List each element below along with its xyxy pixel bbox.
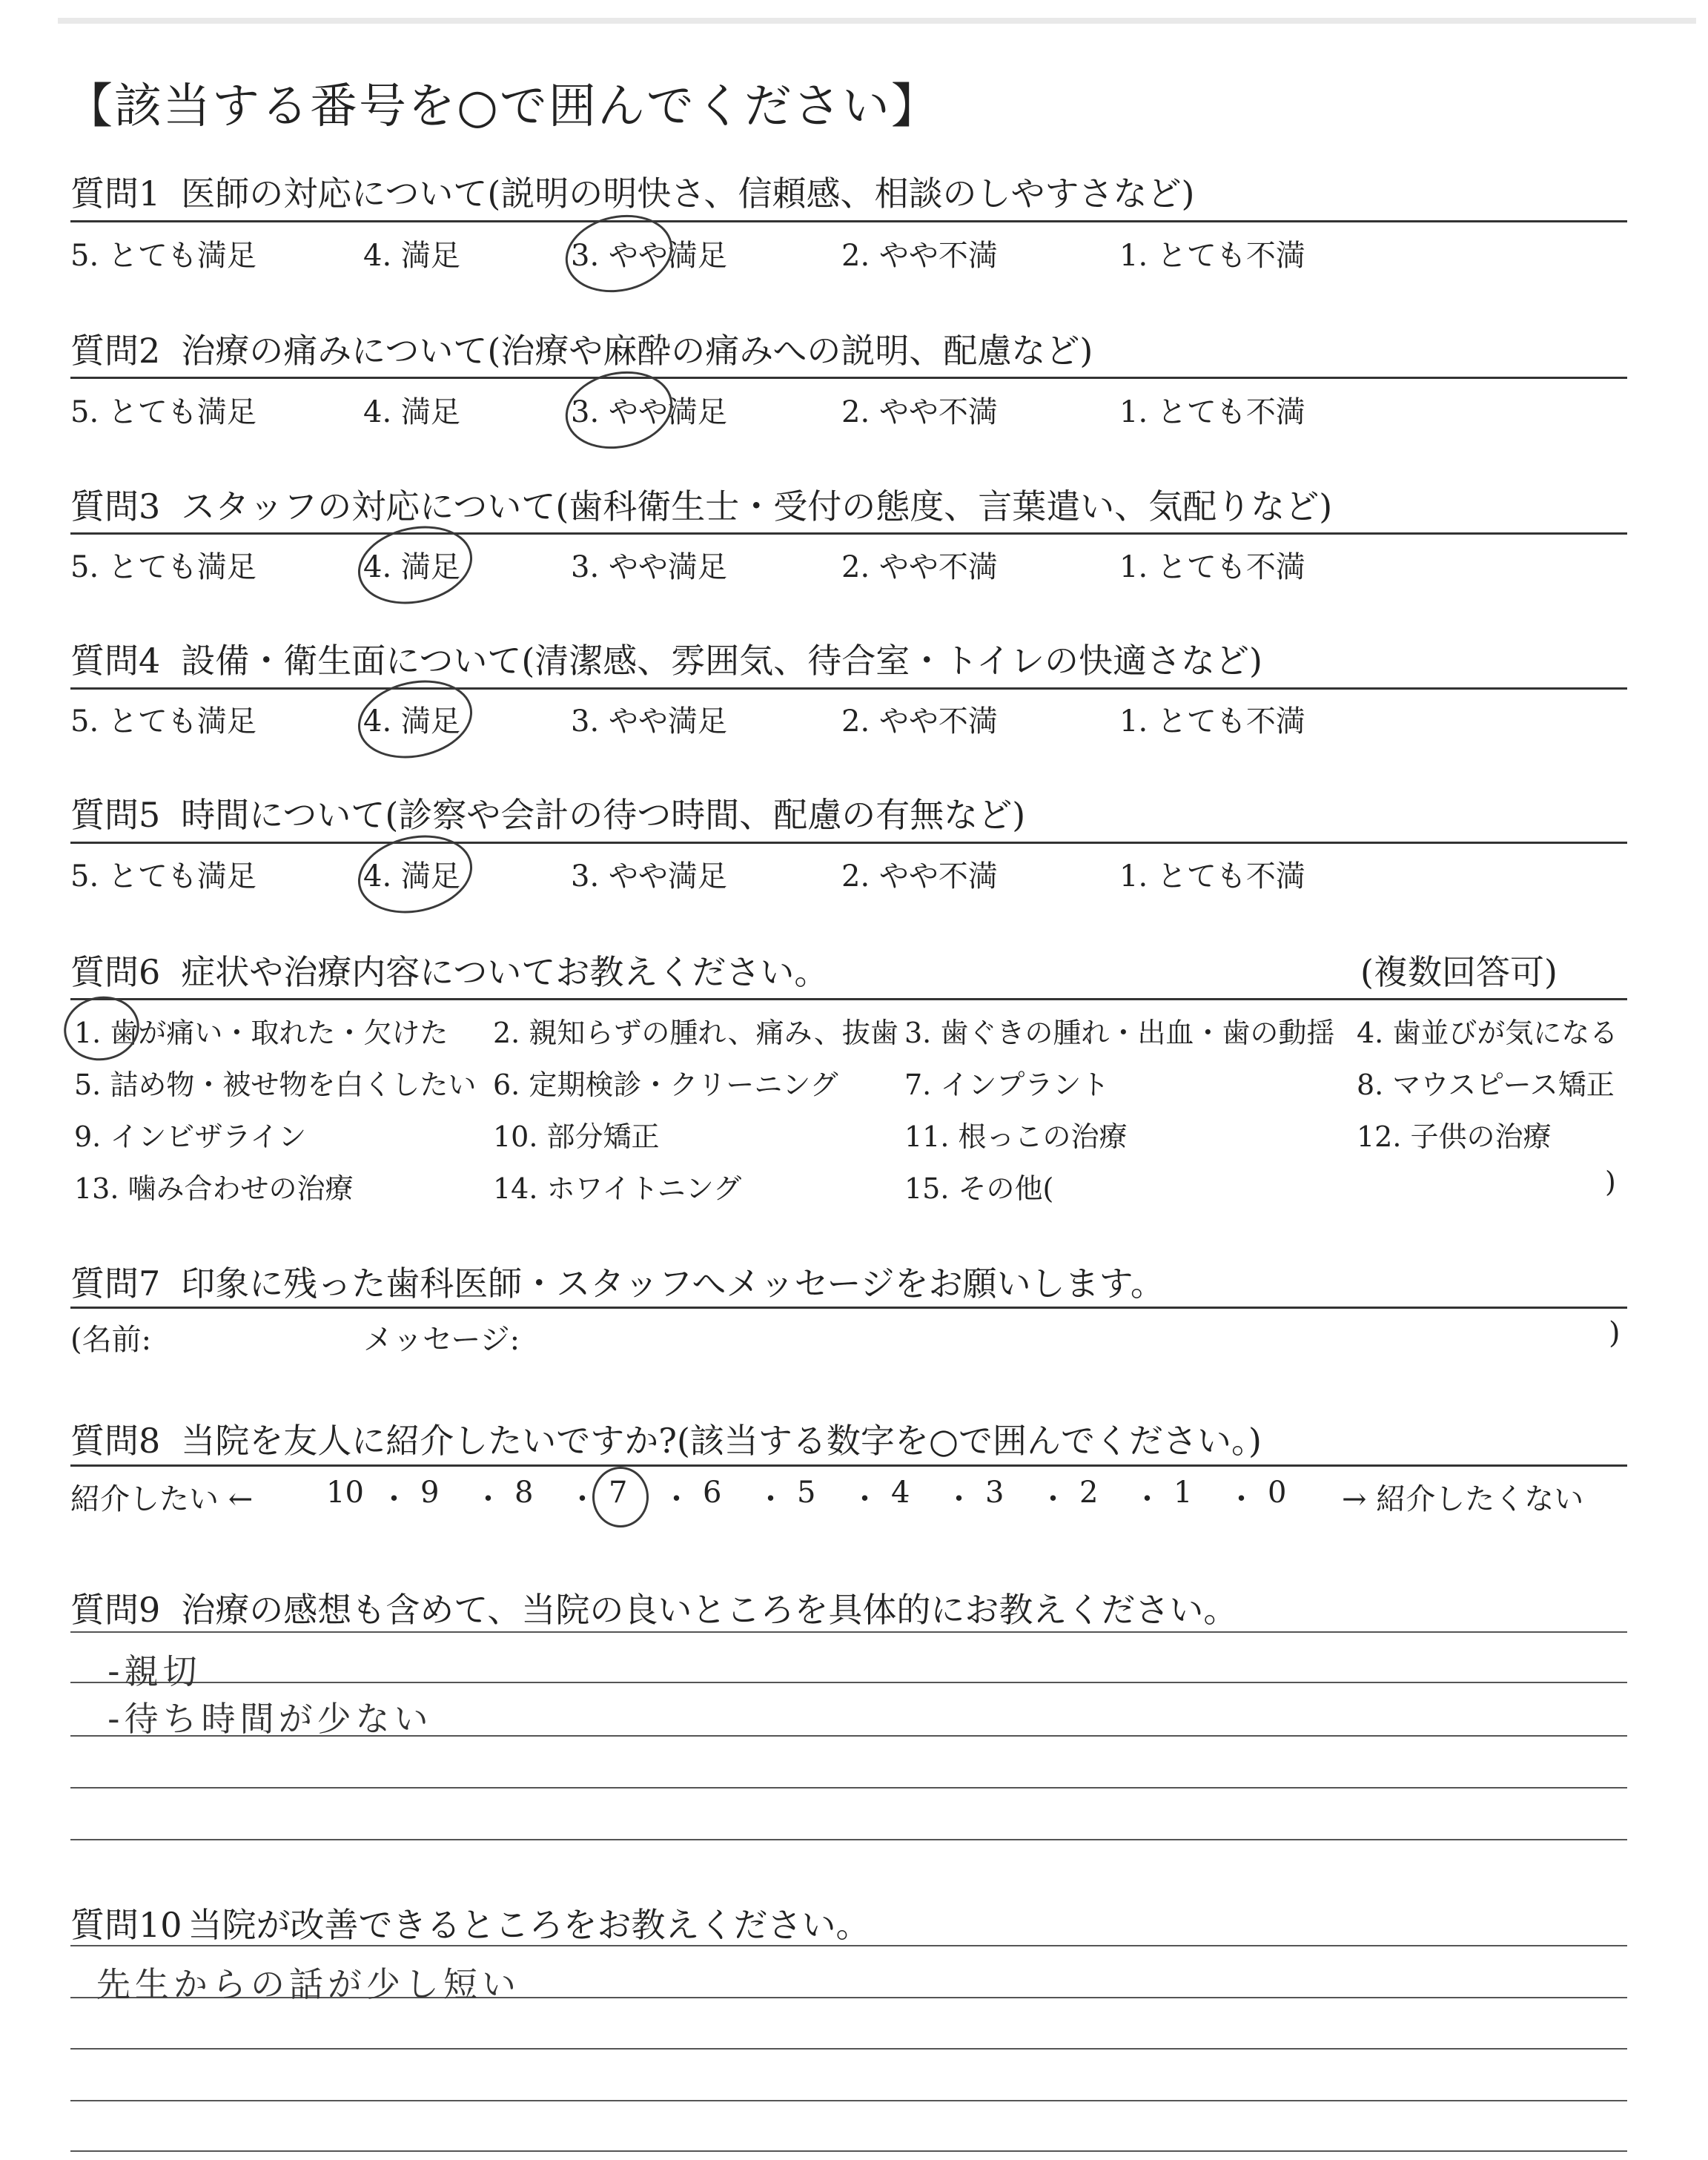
symptom-option[interactable]: 1. 歯が痛い・取れた・欠けた [74, 1017, 448, 1049]
option-somewhat-satisfied[interactable]: 3. やや満足 [571, 859, 727, 894]
answer-line [70, 1682, 1627, 1683]
scale-separator: ・ [1226, 1482, 1257, 1516]
question-8 [70, 1414, 1262, 1463]
answer-line [70, 2150, 1627, 2152]
scale-value[interactable]: 10 [326, 1476, 364, 1510]
message-label: メッセージ: [363, 1323, 520, 1357]
scale-value[interactable]: 4 [891, 1476, 910, 1510]
scan-edge [58, 18, 1696, 24]
answer-line [70, 2048, 1627, 2050]
divider [70, 1464, 1627, 1467]
option-satisfied[interactable]: 4. 満足 [363, 550, 460, 584]
question-1 [70, 167, 1194, 216]
scale-right-label: → 紹介したくない [1342, 1482, 1584, 1516]
option-satisfied[interactable]: 4. 満足 [363, 395, 460, 429]
option-somewhat-dissatisfied[interactable]: 2. やや不満 [841, 550, 998, 584]
option-very-dissatisfied[interactable]: 1. とても不満 [1119, 704, 1305, 739]
scale-value[interactable]: 7 [609, 1476, 628, 1510]
divider [70, 842, 1627, 844]
scale-separator: ・ [944, 1482, 974, 1516]
divider [70, 687, 1627, 690]
answer-line [70, 1945, 1627, 1946]
option-very-dissatisfied[interactable]: 1. とても不満 [1119, 859, 1305, 894]
option-somewhat-dissatisfied[interactable]: 2. やや不満 [841, 859, 998, 894]
symptom-option[interactable]: 12. 子供の治療 [1357, 1120, 1552, 1153]
divider [70, 1307, 1627, 1309]
option-satisfied[interactable]: 4. 満足 [363, 704, 460, 739]
question-number: 質問3 [70, 486, 161, 526]
option-very-satisfied[interactable]: 5. とても満足 [70, 859, 256, 894]
question-number: 質問8 [70, 1421, 161, 1461]
option-very-satisfied[interactable]: 5. とても満足 [70, 704, 256, 739]
scale-value[interactable]: 8 [514, 1476, 534, 1510]
question-7 [70, 1257, 1165, 1306]
question-10 [70, 1898, 870, 1947]
question-text: 治療の痛みについて(治療や麻酔の痛みへの説明、配慮など) [181, 331, 1093, 371]
question-4 [70, 634, 1262, 683]
option-very-dissatisfied[interactable]: 1. とても不満 [1119, 550, 1305, 584]
symptom-option[interactable]: 3. 歯ぐきの腫れ・出血・歯の動揺 [904, 1017, 1335, 1049]
divider [70, 998, 1627, 1000]
question-text: 症状や治療内容についてお教えください。 [181, 952, 829, 992]
option-somewhat-satisfied[interactable]: 3. やや満足 [571, 395, 727, 429]
scale-left-label: 紹介したい ← [70, 1482, 254, 1516]
symptom-option[interactable]: 6. 定期検診・クリーニング [493, 1069, 838, 1101]
question-number: 質問6 [70, 952, 161, 992]
scale-value[interactable]: 2 [1079, 1476, 1099, 1510]
symptom-option[interactable]: 11. 根っこの治療 [904, 1120, 1128, 1153]
question-text: 印象に残った歯科医師・スタッフへメッセージをお願いします。 [181, 1264, 1165, 1304]
page-title: 【該当する番号を○で囲んでください】 [65, 79, 940, 134]
answer-line [70, 2100, 1627, 2101]
question-text: 当院を友人に紹介したいですか?(該当する数字を○で囲んでください。) [181, 1421, 1262, 1461]
symptom-option[interactable]: 2. 親知らずの腫れ、痛み、抜歯 [493, 1017, 898, 1049]
question-number: 質問1 [70, 174, 161, 214]
symptom-option[interactable]: 10. 部分矯正 [493, 1120, 660, 1153]
scale-value[interactable]: 3 [985, 1476, 1004, 1510]
option-somewhat-dissatisfied[interactable]: 2. やや不満 [841, 239, 998, 273]
answer-line [70, 1839, 1627, 1840]
option-very-satisfied[interactable]: 5. とても満足 [70, 550, 256, 584]
symptom-option[interactable]: 14. ホワイトニング [493, 1172, 742, 1205]
other-close-paren: ) [1605, 1166, 1616, 1198]
question-number: 質問7 [70, 1264, 161, 1304]
scale-separator: ・ [379, 1482, 409, 1516]
scale-value[interactable]: 9 [420, 1476, 440, 1510]
question-number: 質問9 [70, 1590, 161, 1630]
option-very-dissatisfied[interactable]: 1. とても不満 [1119, 239, 1305, 273]
name-label: (名前: [70, 1323, 152, 1357]
closing-paren: ) [1609, 1316, 1621, 1350]
option-satisfied[interactable]: 4. 満足 [363, 859, 460, 894]
question-text: 当院が改善できるところをお教えください。 [188, 1905, 870, 1945]
question-text: 設備・衛生面について(清潔感、雰囲気、待合室・トイレの快適さなど) [181, 641, 1262, 681]
symptom-option[interactable]: 9. インビザライン [74, 1120, 307, 1153]
handwritten-answer: -待ち時間が少ない [107, 1699, 433, 1739]
multiple-answers-note: (複数回答可) [1360, 952, 1558, 992]
symptom-option[interactable]: 4. 歯並びが気になる [1357, 1017, 1618, 1049]
scale-value[interactable]: 1 [1174, 1476, 1193, 1510]
option-satisfied[interactable]: 4. 満足 [363, 239, 460, 273]
answer-line [70, 1787, 1627, 1789]
divider [70, 532, 1627, 535]
option-somewhat-satisfied[interactable]: 3. やや満足 [571, 704, 727, 739]
handwritten-answer: 先生からの話が少し短い [96, 1964, 520, 2004]
scale-value[interactable]: 0 [1268, 1476, 1287, 1510]
question-text: スタッフの対応について(歯科衛生士・受付の態度、言葉遣い、気配りなど) [181, 486, 1333, 526]
option-somewhat-dissatisfied[interactable]: 2. やや不満 [841, 395, 998, 429]
question-3 [70, 480, 1332, 529]
question-6 [70, 945, 828, 994]
scale-separator: ・ [473, 1482, 503, 1516]
option-somewhat-dissatisfied[interactable]: 2. やや不満 [841, 704, 998, 739]
symptom-option[interactable]: 8. マウスピース矯正 [1357, 1069, 1615, 1101]
divider [70, 220, 1627, 222]
option-very-satisfied[interactable]: 5. とても満足 [70, 239, 256, 273]
question-2 [70, 324, 1093, 373]
handwritten-answer: -親切 [107, 1651, 202, 1691]
question-5 [70, 788, 1025, 837]
symptom-option[interactable]: 7. インプラント [904, 1069, 1110, 1101]
question-number: 質問10 [70, 1905, 182, 1945]
scale-separator: ・ [755, 1482, 786, 1516]
question-text: 時間について(診察や会計の待つ時間、配慮の有無など) [181, 795, 1026, 835]
scale-value[interactable]: 6 [703, 1476, 722, 1510]
scale-value[interactable]: 5 [797, 1476, 816, 1510]
question-number: 質問2 [70, 331, 161, 371]
option-somewhat-satisfied[interactable]: 3. やや満足 [571, 550, 727, 584]
scale-separator: ・ [567, 1482, 598, 1516]
question-number: 質問5 [70, 795, 161, 835]
symptom-option[interactable]: 13. 噛み合わせの治療 [74, 1172, 354, 1205]
question-number: 質問4 [70, 641, 161, 681]
symptom-option[interactable]: 5. 詰め物・被せ物を白くしたい [74, 1069, 477, 1101]
option-somewhat-satisfied[interactable]: 3. やや満足 [571, 239, 727, 273]
scale-separator: ・ [661, 1482, 692, 1516]
answer-line [70, 1631, 1627, 1633]
option-very-satisfied[interactable]: 5. とても満足 [70, 395, 256, 429]
scale-separator: ・ [1132, 1482, 1162, 1516]
option-very-dissatisfied[interactable]: 1. とても不満 [1119, 395, 1305, 429]
question-9 [70, 1583, 1237, 1632]
question-text: 治療の感想も含めて、当院の良いところを具体的にお教えください。 [181, 1590, 1238, 1630]
scale-separator: ・ [850, 1482, 880, 1516]
question-text: 医師の対応について(説明の明快さ、信頼感、相談のしやすさなど) [181, 174, 1195, 214]
scale-separator: ・ [1038, 1482, 1068, 1516]
symptom-option[interactable]: 15. その他( [904, 1172, 1054, 1205]
divider [70, 377, 1627, 379]
